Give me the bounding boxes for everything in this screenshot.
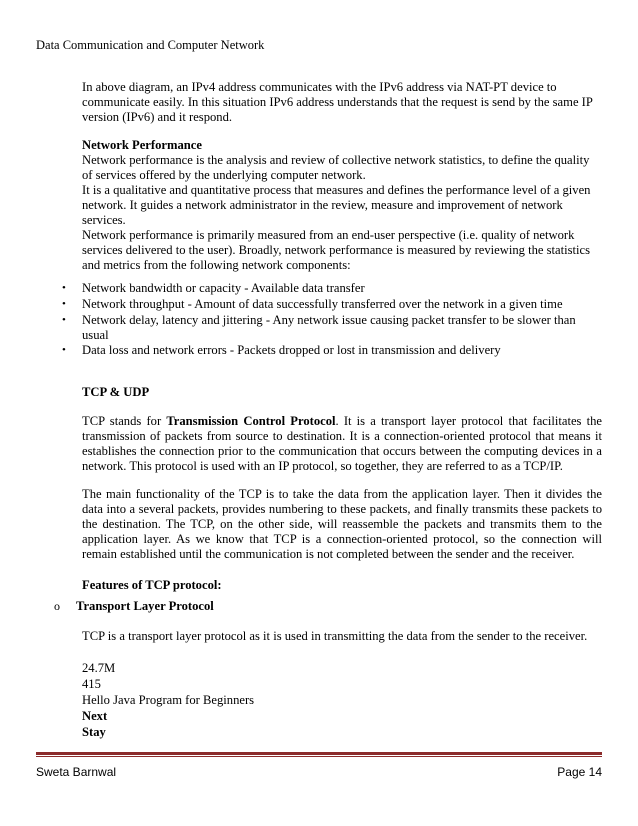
bullet-item: Data loss and network errors - Packets dropped or lost in transmission and delivery [82, 343, 501, 357]
footer-rule-thick [36, 752, 602, 755]
tcp-p1-lead: TCP stands for [82, 414, 167, 428]
stay-link[interactable]: Stay [82, 725, 106, 739]
transport-layer-heading: Transport Layer Protocol [76, 599, 214, 613]
stray-link[interactable]: Hello Java Program for Beginners [82, 693, 255, 707]
footer-rule-thin [36, 756, 602, 757]
tcp-udp-heading: TCP & UDP [82, 385, 150, 399]
perf-paragraph-3: Network performance is primarily measured from an end-user perspective (i.e. quality of network services delivered to the user). Broadly, network performance is measured by reviewing the statistics and metrics from the following network components: [82, 228, 591, 272]
stray-text: 415 [82, 677, 101, 691]
footer-author: Sweta Barnwal [36, 765, 117, 779]
stray-text: 24.7M [82, 661, 116, 675]
bullet-dot: • [62, 282, 66, 294]
intro-paragraph: In above diagram, an IPv4 address communicates with the IPv6 address via NAT-PT device to communicate easily. In this situation IPv6 address understands that the request is send by the same IP version (IPv6) and it respond. [82, 80, 593, 124]
bullet-dot: • [62, 344, 66, 356]
network-performance-heading: Network Performance [82, 138, 202, 152]
bullet-dot: • [62, 298, 66, 310]
bullet-item: Network delay, latency and jittering - Any network issue causing packet transfer to be slower than usual [82, 313, 576, 342]
tcp-p1-rest: . It is a transport layer protocol that facilitates the transmission of packets from source to destination. It is a connection-oriented protocol that means it establishes the connection prior to the communication that occurs between the computing devices in a network. This protocol is used with an IP protocol, so together, they are referred to as a TCP/IP. [82, 414, 603, 473]
tcp-paragraph-1 [82, 414, 602, 474]
running-header: Data Communication and Computer Network [36, 38, 265, 52]
sub-bullet-circle: o [54, 599, 60, 613]
tcp-p1-term: Transmission Control Protocol [166, 414, 336, 428]
perf-paragraph-1: Network performance is the analysis and review of collective network statistics, to define the quality of services offered by the underlying computer network. [82, 153, 590, 182]
bullet-dot: • [62, 314, 66, 326]
footer-page-number: Page 14 [557, 765, 602, 779]
bullet-item: Network throughput - Amount of data successfully transferred over the network in a given time [82, 297, 563, 311]
next-link[interactable]: Next [82, 709, 108, 723]
transport-layer-text: TCP is a transport layer protocol as it is used in transmitting the data from the sender to the receiver. [82, 629, 588, 643]
features-heading: Features of TCP protocol: [82, 578, 222, 592]
bullet-item: Network bandwidth or capacity - Available data transfer [82, 281, 365, 295]
tcp-paragraph-2: The main functionality of the TCP is to take the data from the application layer. Then it divides the data into a several packets, provides numbering to these packets, and finally transmits these packets to the destination. The TCP, on the other side, will reassemble the packets and transmits them to the application layer. As we know that TCP is a connection-oriented protocol, so the connection will remain established until the communication is not completed between the sender and the receiver. [82, 487, 602, 561]
perf-paragraph-2: It is a qualitative and quantitative process that measures and defines the performance level of a given network. It guides a network administrator in the review, measure and improvement of network services. [82, 183, 591, 227]
